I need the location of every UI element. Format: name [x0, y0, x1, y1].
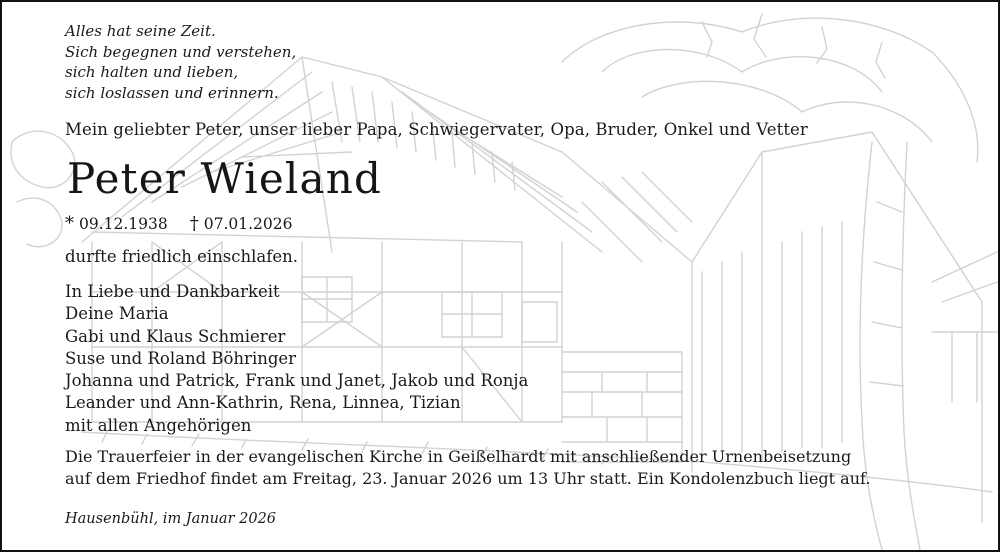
- funeral-line: auf dem Friedhof findet am Freitag, 23. Januar 2026 um 13 Uhr statt. Ein Kondolenzbuch liegt auf.: [65, 469, 871, 488]
- poem-line: sich loslassen und erinnern.: [65, 83, 279, 102]
- birth-date: 09.12.1938: [79, 215, 168, 233]
- poem-line: sich halten und lieben,: [65, 63, 239, 81]
- place-and-date: Hausenbühl, im Januar 2026: [65, 511, 277, 527]
- poem-verse: [65, 21, 296, 103]
- mourner-line: Suse und Roland Böhringer: [65, 348, 297, 368]
- mourner-line: Gabi und Klaus Schmierer: [65, 326, 286, 346]
- birth-star-icon: *: [65, 213, 74, 234]
- funeral-info: [65, 446, 870, 490]
- mourner-line: In Liebe und Dankbarkeit: [65, 282, 280, 301]
- death-cross-icon: †: [189, 213, 199, 234]
- intro-line: Mein geliebter Peter, unser lieber Papa, Schwiegervater, Opa, Bruder, Onkel und Vetter: [65, 120, 808, 139]
- deceased-name: Peter Wieland: [67, 154, 383, 203]
- mourner-line: Johanna und Patrick, Frank und Janet, Jakob und Ronja: [65, 371, 529, 391]
- mourner-line: Leander und Ann-Kathrin, Rena, Linnea, Tizian: [65, 393, 461, 413]
- mourner-line: Deine Maria: [65, 304, 169, 324]
- funeral-line: Die Trauerfeier in der evangelischen Kirche in Geißelhardt mit anschließender Urnenbeisetzung: [65, 447, 852, 466]
- poem-line: Alles hat seine Zeit.: [65, 22, 216, 40]
- mourners-list: [65, 281, 528, 437]
- poem-line: Sich begegnen und verstehen,: [65, 42, 297, 61]
- mourner-line: mit allen Angehörigen: [65, 415, 252, 435]
- life-dates: [65, 213, 293, 234]
- passed-away-line: durfte friedlich einschlafen.: [65, 247, 298, 266]
- death-date: 07.01.2026: [203, 215, 293, 233]
